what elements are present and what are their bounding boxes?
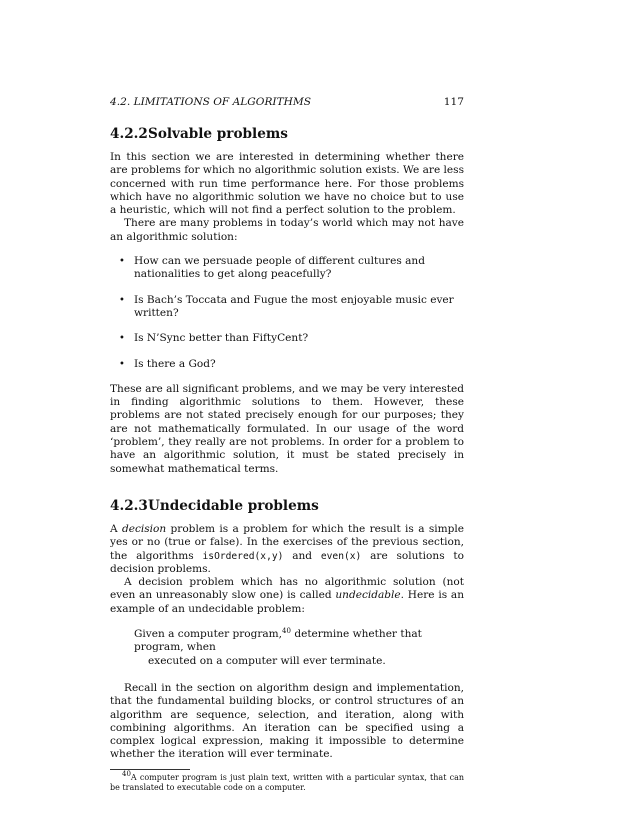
running-head-section: 4.2. LIMITATIONS OF ALGORITHMS: [110, 96, 312, 108]
text-run: are solutions to decision problems.: [110, 549, 465, 575]
list-item-text: Is N’Sync better than FiftyCent?: [134, 332, 309, 345]
bullet-icon: •: [119, 333, 125, 345]
section-number: 4.2.3: [110, 497, 148, 514]
paragraph: There are many problems in today’s world which may not have an algorithmic solution:: [110, 217, 464, 243]
code-even: even(x): [320, 550, 362, 562]
text-run: A: [110, 522, 122, 535]
page-number: 117: [443, 96, 464, 108]
paragraph: These are all significant problems, and we may be very interested in finding algorithmic solutions to them. However, these problems are not stated precisely enough for our purposes; they are not mathematically formulated. In our usage of the word ‘problem’, they really are not problems. In order for a problem to have an algorithmic solution, it must be stated precisely in somewhat mathematical terms.: [110, 382, 464, 475]
footnote-mark: 40: [122, 769, 131, 778]
text-run: A decision problem which has no algorithmic solution (not even an unreasonably slow one) is called: [110, 576, 464, 602]
block-quote: [134, 628, 440, 668]
list-item: [110, 294, 464, 321]
code-isordered: isOrdered(x,y): [202, 550, 284, 562]
quote-line: [134, 628, 440, 655]
section-title: Undecidable problems: [148, 497, 319, 514]
paragraph: [110, 523, 464, 576]
text-run: problem is a problem for which the result is a simple yes or no (true or false). In the exercises of the previous section, the algorithms: [110, 522, 464, 562]
paragraph: In this section we are interested in determining whether there are problems for which no algorithmic solution exists. We are less concerned with run time performance here. For those problems which have no algorithmic solution we have no choice but to use a heuristic, which will not find a perfect solution to the problem.: [110, 151, 464, 217]
list-item: [110, 255, 464, 282]
text-run: determine whether that program, when: [134, 628, 422, 654]
quote-line: executed on a computer will ever terminate.: [148, 654, 386, 667]
page: [110, 96, 464, 794]
emphasis: decision: [121, 522, 167, 535]
list-item: [110, 358, 464, 371]
bullet-icon: •: [119, 256, 125, 268]
section-heading-solvable: [110, 126, 464, 142]
list-item-text: Is Bach’s Toccata and Fugue the most enjoyable music ever written?: [134, 293, 454, 319]
bullet-icon: •: [119, 358, 125, 370]
text-run: Given a computer program,: [134, 628, 283, 641]
section-heading-undecidable: [110, 498, 464, 514]
text-run: . Here is an example of an undecidable problem:: [110, 589, 465, 615]
text-run: and: [283, 549, 321, 562]
section-title: Solvable problems: [148, 126, 288, 142]
emphasis: undecidable: [335, 589, 401, 602]
paragraph: Recall in the section on algorithm design and implementation, that the fundamental building blocks, or control structures of an algorithm are sequence, selection, and iteration, along with combining algorithms. An iteration can be specified using a complex logical expression, making it impossible to determine whether the iteration will ever terminate.: [110, 681, 464, 761]
footnote-text: A computer program is just plain text, written with a particular syntax, that can be translated to executable code on a computer.: [110, 772, 464, 793]
running-head: [110, 96, 464, 109]
bullet-icon: •: [119, 294, 125, 306]
footnote: [110, 769, 464, 794]
list-item-text: Is there a God?: [134, 357, 216, 370]
bullet-list: [110, 255, 464, 371]
section-number: 4.2.2: [110, 126, 148, 142]
footnote-ref: 40: [282, 627, 291, 636]
paragraph: [110, 576, 464, 616]
list-item: [110, 332, 464, 345]
list-item-text: How can we persuade people of different cultures and nationalities to get along peacefully?: [134, 255, 425, 281]
